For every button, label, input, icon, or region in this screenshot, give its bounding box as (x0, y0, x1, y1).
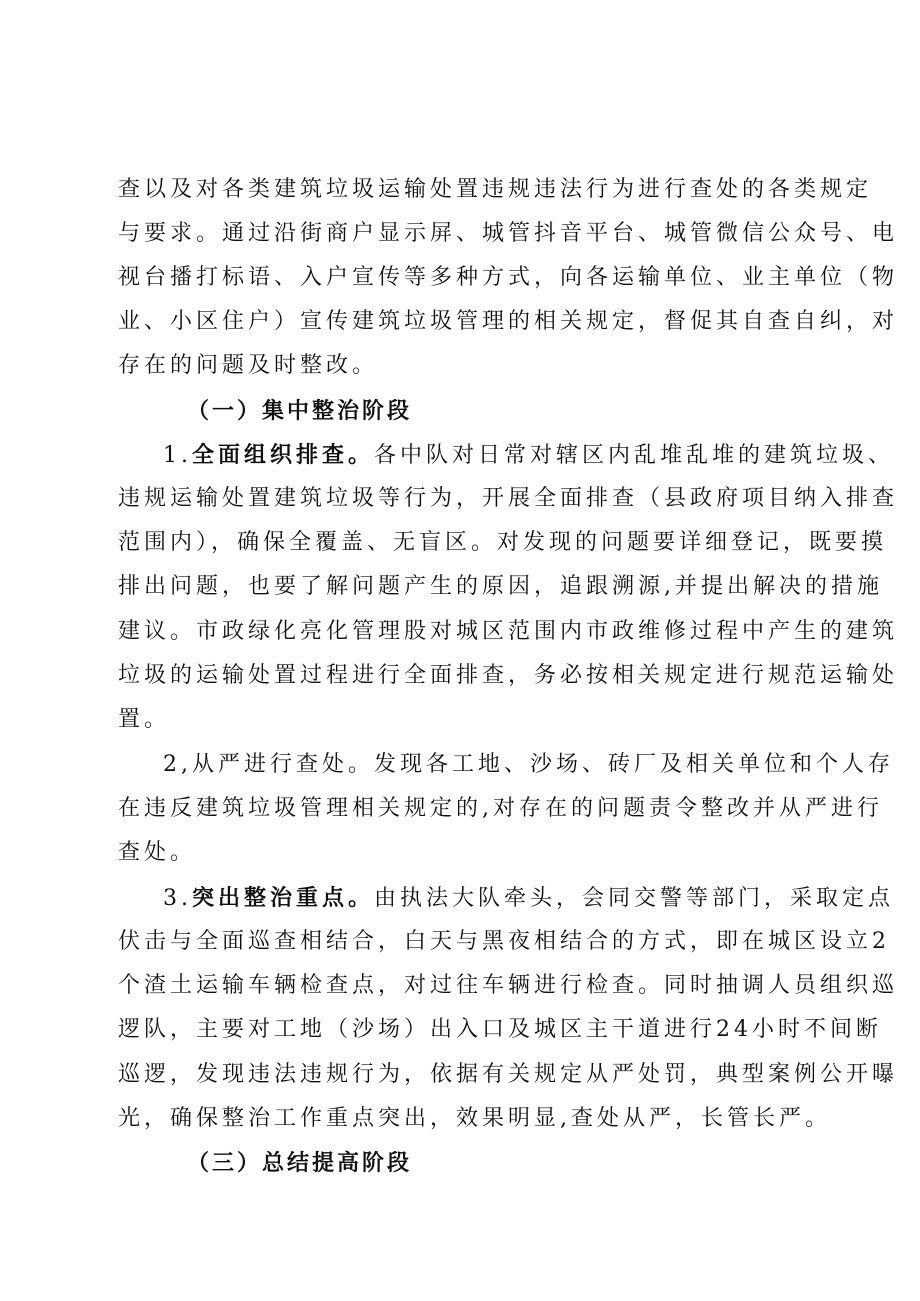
body-text-line: 置。 (118, 707, 171, 732)
body-text-line: 在违反建筑垃圾管理相关规定的,对存在的问题责令整改并从严进行 (118, 796, 883, 821)
body-text: 各中队对日常对辖区内乱堆乱堆的建筑垃圾、 (374, 443, 895, 468)
body-text-line: 伏击与全面巡查相结合，白天与黑夜相结合的方式，即在城区设立2 (118, 929, 890, 954)
body-text-line: 垃圾的运输处置过程进行全面排查，务必按相关规定进行规范运输处 (118, 663, 899, 688)
body-text-line: 查处。 (118, 840, 197, 865)
item-number: 1. (163, 443, 192, 468)
body-text-line: 光，确保整治工作重点突出，效果明显,查处从严，长管长严。 (118, 1106, 831, 1131)
body-text-line: 逻队，主要对工地（沙场）出入口及城区主干道进行24小时不间断 (118, 1017, 882, 1042)
body-text-line: 存在的问题及时整改。 (118, 353, 379, 378)
body-text-line: 范围内），确保全覆盖、无盲区。对发现的问题要详细登记，既要摸 (118, 530, 888, 555)
body-text-line: 排出问题，也要了解问题产生的原因，追跟溯源,并提出解决的措施 (118, 574, 883, 599)
item-title: 突出整治重点。 (192, 885, 375, 911)
body-text-line: 视台播打标语、入户宣传等多种方式，向各运输单位、业主单位（物 (118, 265, 899, 290)
item-1-first-line (163, 439, 895, 472)
section-heading: （三）总结提高阶段 (187, 1150, 413, 1176)
item-number: 3. (163, 886, 192, 911)
item-3-first-line (163, 882, 895, 915)
body-text-line: 业、小区住户）宣传建筑垃圾管理的相关规定，督促其自查自纠，对 (118, 309, 899, 334)
item-title: 全面组织排查。 (192, 442, 375, 468)
body-text-line: 个渣土运输车辆检查点，对过往车辆进行检查。同时抽调人员组织巡 (118, 973, 899, 998)
body-text: 由执法大队牵头，会同交警等部门，采取定点 (374, 886, 895, 911)
body-text-line: 建议。市政绿化亮化管理股对城区范围内市政维修过程中产生的建筑 (118, 619, 899, 644)
body-text-line: 查以及对各类建筑垃圾运输处置违规违法行为进行查处的各类规定 (118, 177, 873, 202)
section-heading: （一）集中整治阶段 (187, 398, 413, 424)
body-text-line: 2,从严进行查处。发现各工地、沙场、砖厂及相关单位和个人存 (163, 752, 894, 777)
body-text-line: 违规运输处置建筑垃圾等行为，开展全面排查（县政府项目纳入排查 (118, 486, 899, 511)
body-text-line: 与要求。通过沿街商户显示屏、城管抖音平台、城管微信公众号、电 (118, 221, 899, 246)
body-text-line: 巡逻，发现违法违规行为，依据有关规定从严处罚，典型案例公开曝 (118, 1062, 899, 1087)
